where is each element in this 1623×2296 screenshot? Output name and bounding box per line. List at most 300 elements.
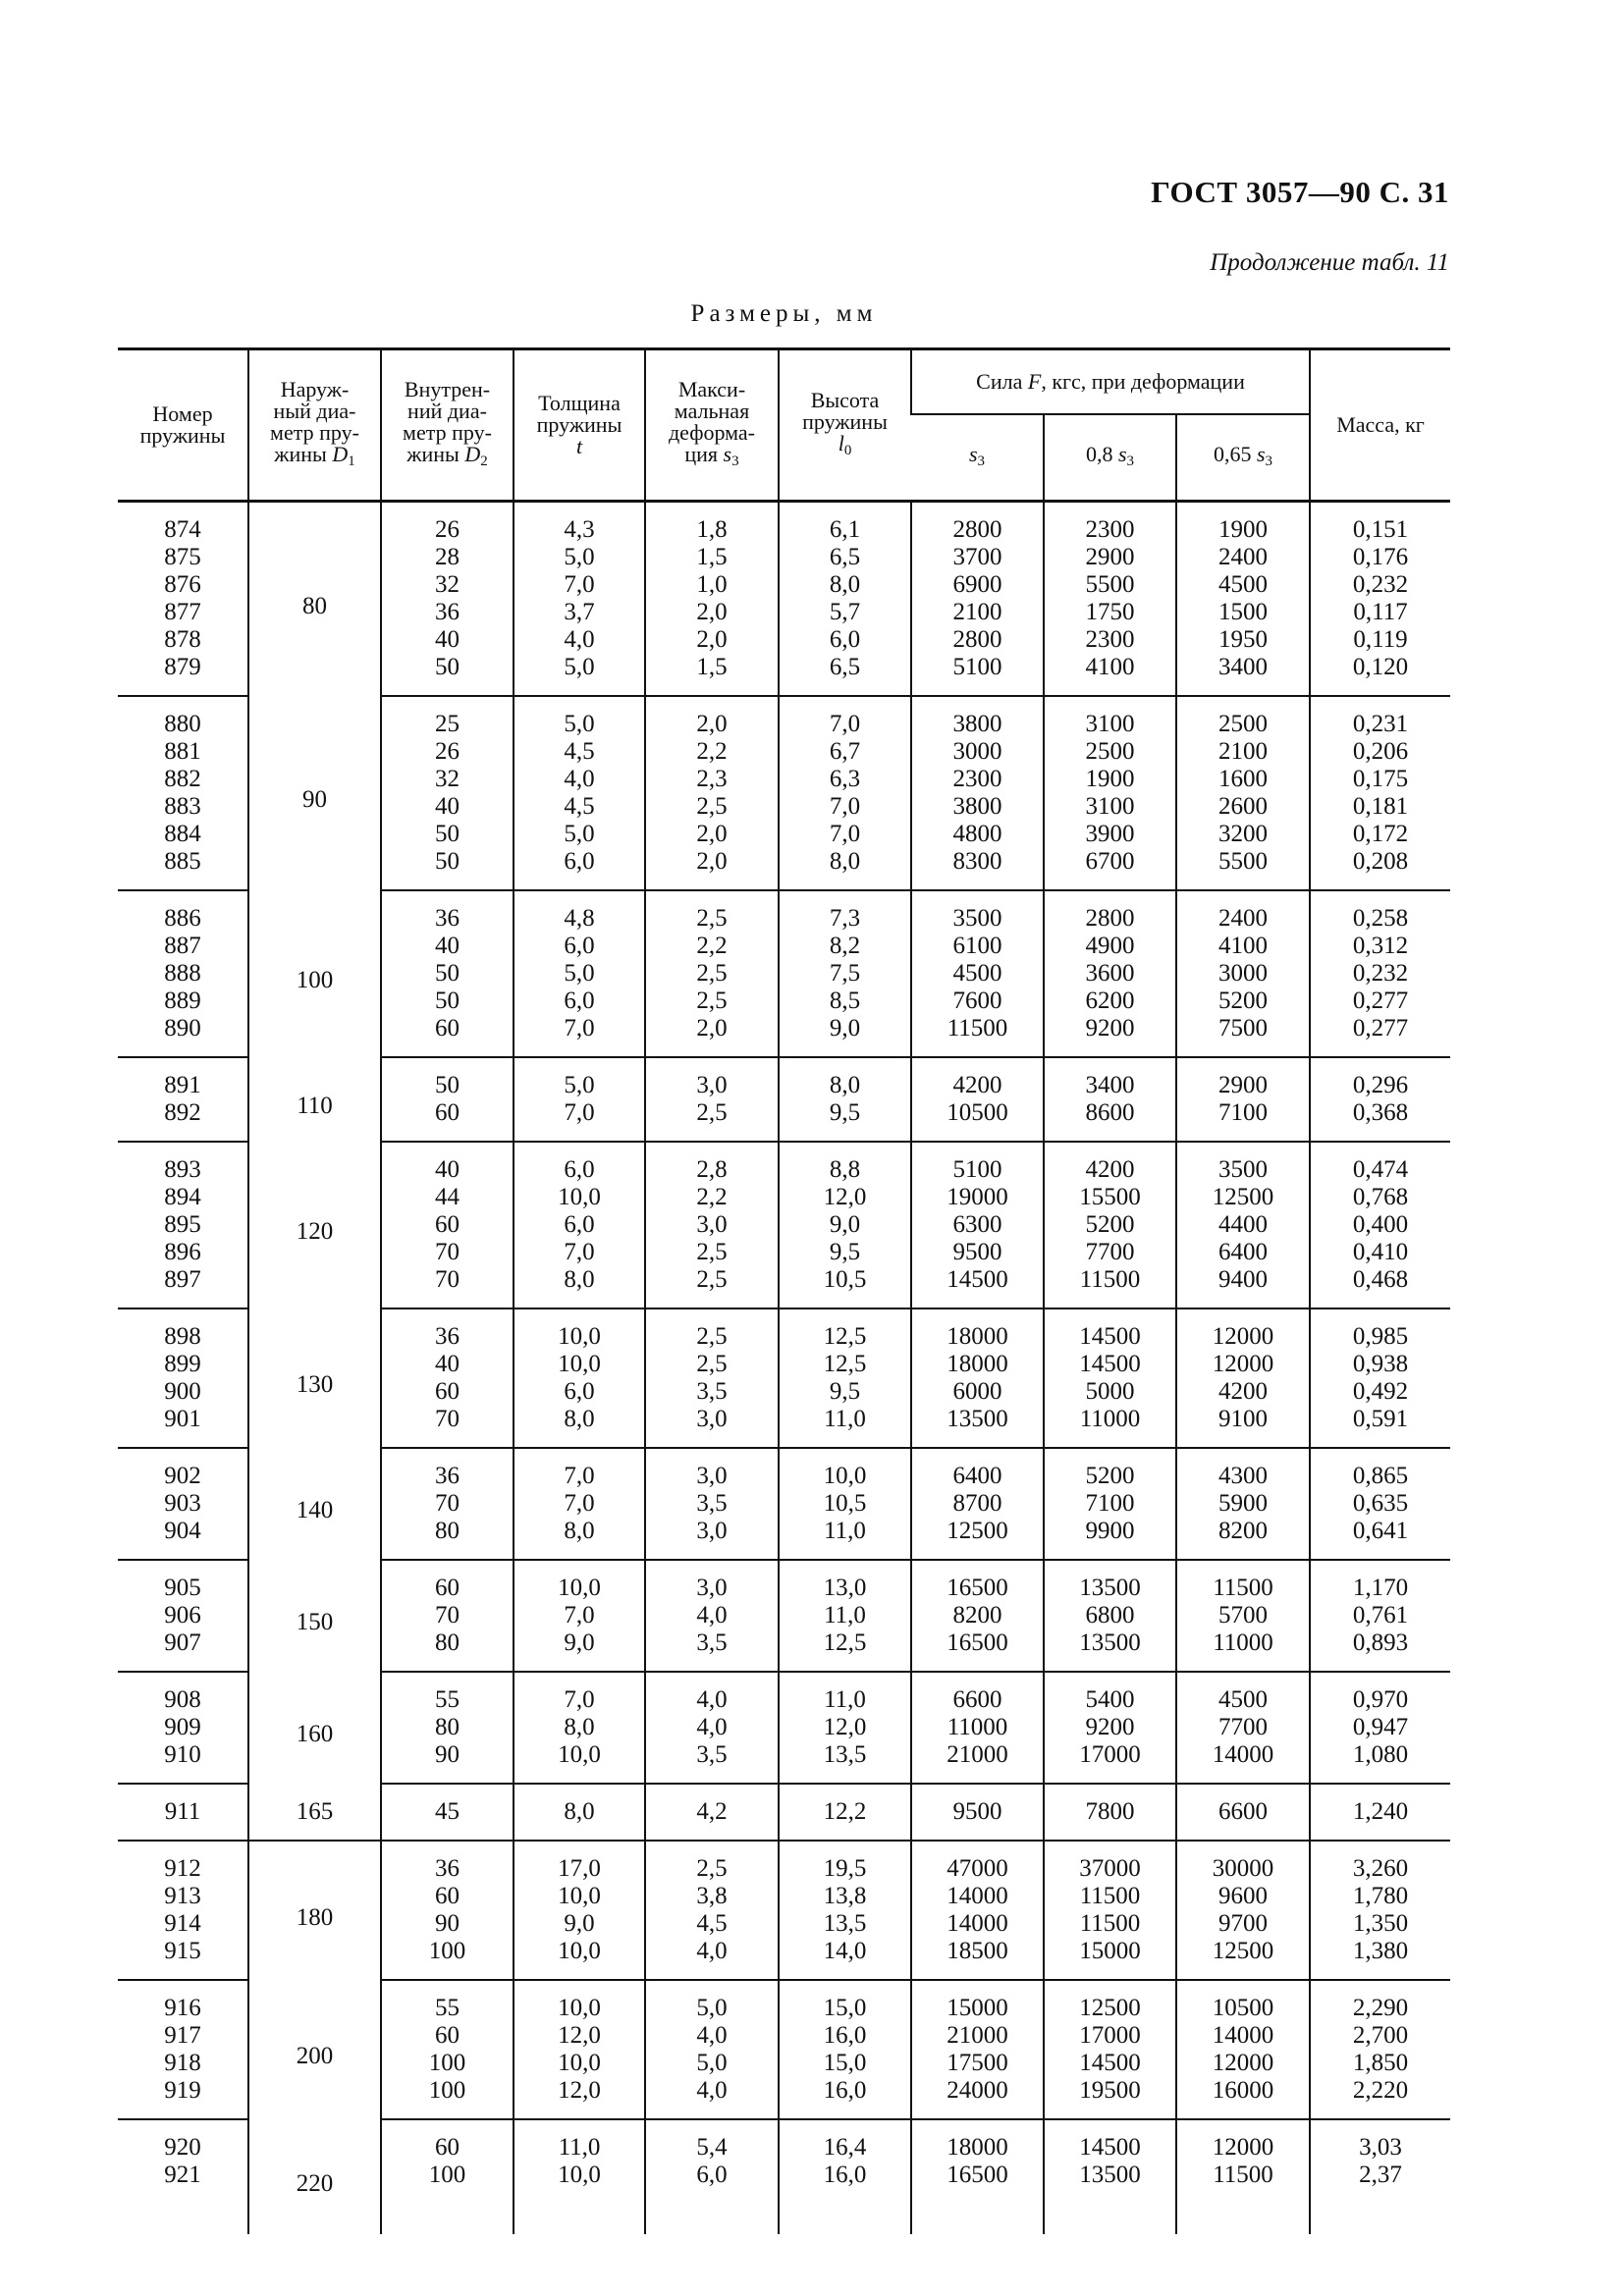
- force-065s3-cell: 2500: [1176, 696, 1310, 738]
- max-deformation-cell: 2,0: [645, 696, 779, 738]
- force-s3-cell: 18000: [911, 2119, 1044, 2162]
- inner-diameter-cell: 44: [381, 1184, 514, 1211]
- inner-diameter-cell: 100: [381, 1938, 514, 1980]
- force-s3-cell: 21000: [911, 1741, 1044, 1784]
- max-deformation-cell: 2,5: [645, 890, 779, 933]
- force-s3-cell: 3800: [911, 696, 1044, 738]
- mass-cell: 0,761: [1310, 1602, 1450, 1629]
- force-08s3-cell: 13500: [1044, 1629, 1176, 1672]
- mass-cell: 3,260: [1310, 1841, 1450, 1883]
- mass-cell: 1,350: [1310, 1910, 1450, 1938]
- force-065s3-cell: 2400: [1176, 544, 1310, 571]
- force-065s3-cell: 7100: [1176, 1099, 1310, 1142]
- force-s3-cell: 16500: [911, 1560, 1044, 1602]
- force-065s3-cell: 11500: [1176, 2162, 1310, 2234]
- height-cell: 7,0: [779, 696, 911, 738]
- force-08s3-cell: 11500: [1044, 1266, 1176, 1308]
- force-065s3-cell: 12000: [1176, 2050, 1310, 2077]
- springs-table: [118, 347, 1450, 2234]
- height-cell: 11,0: [779, 1602, 911, 1629]
- mass-cell: 0,410: [1310, 1239, 1450, 1266]
- inner-diameter-cell: 70: [381, 1406, 514, 1448]
- thickness-cell: 10,0: [514, 2050, 645, 2077]
- force-s3-cell: 21000: [911, 2022, 1044, 2050]
- table-row: [118, 2119, 1450, 2162]
- spring-number-cell: 911: [118, 1784, 248, 1841]
- inner-diameter-cell: 26: [381, 502, 514, 545]
- max-deformation-cell: 4,0: [645, 1714, 779, 1741]
- height-cell: 14,0: [779, 1938, 911, 1980]
- max-deformation-cell: 2,8: [645, 1142, 779, 1184]
- height-cell: 10,0: [779, 1448, 911, 1490]
- thickness-cell: 10,0: [514, 1184, 645, 1211]
- thickness-cell: 4,0: [514, 766, 645, 793]
- height-cell: 6,5: [779, 654, 911, 696]
- thickness-cell: 4,5: [514, 793, 645, 821]
- height-cell: 12,5: [779, 1308, 911, 1351]
- max-deformation-cell: 2,5: [645, 960, 779, 988]
- force-s3-cell: 2300: [911, 766, 1044, 793]
- mass-cell: 0,277: [1310, 988, 1450, 1015]
- force-08s3-cell: 7800: [1044, 1784, 1176, 1841]
- force-065s3-cell: 6400: [1176, 1239, 1310, 1266]
- force-s3-cell: 6100: [911, 933, 1044, 960]
- spring-number-cell: 916: [164, 1995, 201, 2021]
- spring-number-cell: 887: [164, 933, 201, 959]
- max-deformation-cell: 2,0: [645, 821, 779, 848]
- max-deformation-cell: 2,0: [645, 848, 779, 890]
- max-deformation-cell: 1,0: [645, 571, 779, 599]
- spring-number-cell: 896: [164, 1239, 201, 1265]
- inner-diameter-cell: 40: [381, 1142, 514, 1184]
- max-deformation-cell: 3,0: [645, 1211, 779, 1239]
- force-08s3-cell: 17000: [1044, 1741, 1176, 1784]
- spring-number-cell: 888: [164, 960, 201, 987]
- mass-cell: 0,865: [1310, 1448, 1450, 1490]
- col-height: Высота пружины $l_0$: [779, 349, 911, 502]
- force-08s3-cell: 11000: [1044, 1406, 1176, 1448]
- height-cell: 7,5: [779, 960, 911, 988]
- max-deformation-cell: 4,0: [645, 1672, 779, 1714]
- force-08s3-cell: 12500: [1044, 1980, 1176, 2022]
- outer-diameter-cell: 200: [248, 1980, 381, 2119]
- height-cell: 19,5: [779, 1841, 911, 1883]
- thickness-cell: 10,0: [514, 1980, 645, 2022]
- force-065s3-cell: 3500: [1176, 1142, 1310, 1184]
- max-deformation-cell: 5,4: [645, 2119, 779, 2162]
- mass-cell: 0,474: [1310, 1142, 1450, 1184]
- thickness-cell: 7,0: [514, 1602, 645, 1629]
- thickness-cell: 4,8: [514, 890, 645, 933]
- mass-cell: 0,277: [1310, 1015, 1450, 1057]
- force-s3-cell: 6400: [911, 1448, 1044, 1490]
- col-force-s3: $s_3$: [911, 414, 1044, 502]
- force-08s3-cell: 17000: [1044, 2022, 1176, 2050]
- thickness-cell: 8,0: [514, 1714, 645, 1741]
- force-065s3-cell: 7500: [1176, 1015, 1310, 1057]
- force-08s3-cell: 9900: [1044, 1518, 1176, 1560]
- force-08s3-cell: 5200: [1044, 1211, 1176, 1239]
- force-065s3-cell: 10500: [1176, 1980, 1310, 2022]
- spring-number-cell: 915: [118, 1938, 248, 1980]
- mass-cell: 0,172: [1310, 821, 1450, 848]
- force-08s3-cell: 7700: [1044, 1239, 1176, 1266]
- force-08s3-cell: 5200: [1044, 1448, 1176, 1490]
- inner-diameter-cell: 70: [381, 1266, 514, 1308]
- inner-diameter-cell: 36: [381, 1448, 514, 1490]
- thickness-cell: 7,0: [514, 1015, 645, 1057]
- spring-number-cell: 897: [118, 1266, 248, 1308]
- force-s3-cell: 5100: [911, 654, 1044, 696]
- force-s3-cell: 8700: [911, 1490, 1044, 1518]
- inner-diameter-cell: 32: [381, 766, 514, 793]
- outer-diameter-cell: 180: [248, 1841, 381, 1980]
- thickness-cell: 7,0: [514, 1239, 645, 1266]
- inner-diameter-cell: 50: [381, 654, 514, 696]
- height-cell: 6,3: [779, 766, 911, 793]
- force-08s3-cell: 3100: [1044, 793, 1176, 821]
- force-s3-cell: 10500: [911, 1099, 1044, 1142]
- height-cell: 15,0: [779, 2050, 911, 2077]
- force-08s3-cell: 9200: [1044, 1015, 1176, 1057]
- force-065s3-cell: 12500: [1176, 1184, 1310, 1211]
- spring-number-cell: 919: [118, 2077, 248, 2119]
- spring-number-cell: 908: [164, 1686, 201, 1713]
- force-s3-cell: 8200: [911, 1602, 1044, 1629]
- thickness-cell: 12,0: [514, 2077, 645, 2119]
- mass-cell: 0,893: [1310, 1629, 1450, 1672]
- spring-number-cell: 904: [118, 1518, 248, 1560]
- col-maxdef: Макси- мальная деформа- ция $s_3$: [645, 349, 779, 502]
- mass-cell: 0,591: [1310, 1406, 1450, 1448]
- mass-cell: 0,151: [1310, 502, 1450, 545]
- mass-cell: 1,240: [1310, 1784, 1450, 1841]
- spring-number-cell: 903: [164, 1490, 201, 1517]
- spring-number-cell: 876: [164, 571, 201, 598]
- mass-cell: 0,492: [1310, 1378, 1450, 1406]
- force-s3-cell: 4200: [911, 1057, 1044, 1099]
- thickness-cell: 6,0: [514, 933, 645, 960]
- inner-diameter-cell: 55: [381, 1980, 514, 2022]
- spring-number-cell: 883: [164, 793, 201, 820]
- force-065s3-cell: 1600: [1176, 766, 1310, 793]
- max-deformation-cell: 3,5: [645, 1378, 779, 1406]
- force-065s3-cell: 2900: [1176, 1057, 1310, 1099]
- height-cell: 10,5: [779, 1266, 911, 1308]
- height-cell: 12,5: [779, 1629, 911, 1672]
- thickness-cell: 10,0: [514, 2162, 645, 2234]
- force-s3-cell: 9500: [911, 1239, 1044, 1266]
- height-cell: 7,0: [779, 821, 911, 848]
- max-deformation-cell: 3,8: [645, 1883, 779, 1910]
- inner-diameter-cell: 60: [381, 1015, 514, 1057]
- thickness-cell: 4,3: [514, 502, 645, 545]
- force-s3-cell: 13500: [911, 1406, 1044, 1448]
- outer-diameter-cell: 90: [248, 696, 381, 890]
- force-s3-cell: 18500: [911, 1938, 1044, 1980]
- force-08s3-cell: 2800: [1044, 890, 1176, 933]
- col-force-group: Сила F, кгс, при деформации: [911, 349, 1310, 415]
- height-cell: 8,5: [779, 988, 911, 1015]
- force-s3-cell: 2800: [911, 626, 1044, 654]
- thickness-cell: 7,0: [514, 1448, 645, 1490]
- force-s3-cell: 17500: [911, 2050, 1044, 2077]
- col-thickness: Толщина пружины t: [514, 349, 645, 502]
- mass-cell: 0,400: [1310, 1211, 1450, 1239]
- spring-number-cell: 878: [164, 626, 201, 653]
- mass-cell: 3,03: [1310, 2119, 1450, 2162]
- max-deformation-cell: 3,5: [645, 1629, 779, 1672]
- spring-number-cell: 902: [164, 1463, 201, 1489]
- inner-diameter-cell: 50: [381, 1057, 514, 1099]
- thickness-cell: 8,0: [514, 1266, 645, 1308]
- force-08s3-cell: 1900: [1044, 766, 1176, 793]
- inner-diameter-cell: 60: [381, 2119, 514, 2162]
- force-08s3-cell: 3900: [1044, 821, 1176, 848]
- height-cell: 6,0: [779, 626, 911, 654]
- force-065s3-cell: 1950: [1176, 626, 1310, 654]
- thickness-cell: 10,0: [514, 1308, 645, 1351]
- force-s3-cell: 12500: [911, 1518, 1044, 1560]
- inner-diameter-cell: 26: [381, 738, 514, 766]
- force-08s3-cell: 15500: [1044, 1184, 1176, 1211]
- thickness-cell: 5,0: [514, 1057, 645, 1099]
- spring-number-cell: 885: [118, 848, 248, 890]
- mass-cell: 0,635: [1310, 1490, 1450, 1518]
- force-065s3-cell: 12000: [1176, 1308, 1310, 1351]
- inner-diameter-cell: 28: [381, 544, 514, 571]
- spring-number-cell: 890: [118, 1015, 248, 1057]
- mass-cell: 1,780: [1310, 1883, 1450, 1910]
- mass-cell: 0,176: [1310, 544, 1450, 571]
- force-s3-cell: 8300: [911, 848, 1044, 890]
- mass-cell: 0,468: [1310, 1266, 1450, 1308]
- force-s3-cell: 6600: [911, 1672, 1044, 1714]
- height-cell: 10,5: [779, 1490, 911, 1518]
- max-deformation-cell: 3,0: [645, 1518, 779, 1560]
- inner-diameter-cell: 70: [381, 1239, 514, 1266]
- force-08s3-cell: 2300: [1044, 502, 1176, 545]
- force-065s3-cell: 4500: [1176, 571, 1310, 599]
- max-deformation-cell: 3,5: [645, 1741, 779, 1784]
- spring-number-cell: 884: [164, 821, 201, 847]
- spring-number-cell: 894: [164, 1184, 201, 1210]
- outer-diameter-cell: 130: [248, 1308, 381, 1448]
- force-08s3-cell: 2500: [1044, 738, 1176, 766]
- spring-number-cell: 912: [164, 1855, 201, 1882]
- outer-diameter-cell: 150: [248, 1560, 381, 1672]
- height-cell: 13,8: [779, 1883, 911, 1910]
- inner-diameter-cell: 40: [381, 1351, 514, 1378]
- inner-diameter-cell: 80: [381, 1629, 514, 1672]
- force-08s3-cell: 11500: [1044, 1910, 1176, 1938]
- max-deformation-cell: 2,5: [645, 1099, 779, 1142]
- inner-diameter-cell: 60: [381, 1883, 514, 1910]
- max-deformation-cell: 2,3: [645, 766, 779, 793]
- height-cell: 8,2: [779, 933, 911, 960]
- max-deformation-cell: 2,5: [645, 1308, 779, 1351]
- thickness-cell: 8,0: [514, 1518, 645, 1560]
- max-deformation-cell: 2,5: [645, 988, 779, 1015]
- mass-cell: 0,208: [1310, 848, 1450, 890]
- max-deformation-cell: 2,5: [645, 1266, 779, 1308]
- force-08s3-cell: 5400: [1044, 1672, 1176, 1714]
- inner-diameter-cell: 40: [381, 626, 514, 654]
- height-cell: 9,0: [779, 1015, 911, 1057]
- force-08s3-cell: 3100: [1044, 696, 1176, 738]
- table-row: [118, 1308, 1450, 1351]
- inner-diameter-cell: 40: [381, 933, 514, 960]
- height-cell: 8,8: [779, 1142, 911, 1184]
- force-s3-cell: 47000: [911, 1841, 1044, 1883]
- height-cell: 12,0: [779, 1184, 911, 1211]
- thickness-cell: 11,0: [514, 2119, 645, 2162]
- force-08s3-cell: 3600: [1044, 960, 1176, 988]
- inner-diameter-cell: 36: [381, 1308, 514, 1351]
- mass-cell: 0,938: [1310, 1351, 1450, 1378]
- height-cell: 16,4: [779, 2119, 911, 2162]
- height-cell: 13,5: [779, 1910, 911, 1938]
- height-cell: 6,7: [779, 738, 911, 766]
- force-065s3-cell: 5500: [1176, 848, 1310, 890]
- force-08s3-cell: 11500: [1044, 1883, 1176, 1910]
- inner-diameter-cell: 40: [381, 793, 514, 821]
- force-s3-cell: 15000: [911, 1980, 1044, 2022]
- height-cell: 12,2: [779, 1784, 911, 1841]
- spring-number-cell: 879: [118, 654, 248, 696]
- mass-cell: 1,850: [1310, 2050, 1450, 2077]
- spring-number-cell: 893: [164, 1156, 201, 1183]
- mass-cell: 0,312: [1310, 933, 1450, 960]
- force-08s3-cell: 6200: [1044, 988, 1176, 1015]
- spring-number-cell: 899: [164, 1351, 201, 1377]
- thickness-cell: 10,0: [514, 1741, 645, 1784]
- inner-diameter-cell: 50: [381, 960, 514, 988]
- inner-diameter-cell: 36: [381, 599, 514, 626]
- spring-number-cell: 892: [118, 1099, 248, 1142]
- col-force-065s3: 0,65 $s_3$: [1176, 414, 1310, 502]
- mass-cell: 0,232: [1310, 571, 1450, 599]
- mass-cell: 0,768: [1310, 1184, 1450, 1211]
- table-row: [118, 1142, 1450, 1184]
- force-065s3-cell: 11000: [1176, 1629, 1310, 1672]
- max-deformation-cell: 2,2: [645, 933, 779, 960]
- table-header: [118, 349, 1450, 502]
- force-s3-cell: 19000: [911, 1184, 1044, 1211]
- max-deformation-cell: 5,0: [645, 1980, 779, 2022]
- inner-diameter-cell: 70: [381, 1490, 514, 1518]
- spring-number-cell: 881: [164, 738, 201, 765]
- spring-number-cell: 905: [164, 1575, 201, 1601]
- max-deformation-cell: 2,5: [645, 793, 779, 821]
- inner-diameter-cell: 100: [381, 2162, 514, 2234]
- document-header: ГОСТ 3057—90 С. 31: [1151, 175, 1449, 209]
- force-08s3-cell: 5000: [1044, 1378, 1176, 1406]
- force-08s3-cell: 4100: [1044, 654, 1176, 696]
- max-deformation-cell: 2,5: [645, 1239, 779, 1266]
- height-cell: 9,0: [779, 1211, 911, 1239]
- force-s3-cell: 4800: [911, 821, 1044, 848]
- force-s3-cell: 16500: [911, 2162, 1044, 2234]
- thickness-cell: 5,0: [514, 654, 645, 696]
- mass-cell: 2,290: [1310, 1980, 1450, 2022]
- spring-number-cell: 891: [164, 1072, 201, 1098]
- force-065s3-cell: 12000: [1176, 1351, 1310, 1378]
- spring-number-cell: 918: [164, 2050, 201, 2076]
- force-08s3-cell: 14500: [1044, 2050, 1176, 2077]
- force-s3-cell: 11000: [911, 1714, 1044, 1741]
- force-065s3-cell: 9700: [1176, 1910, 1310, 1938]
- force-s3-cell: 6300: [911, 1211, 1044, 1239]
- inner-diameter-cell: 90: [381, 1741, 514, 1784]
- spring-number-cell: 898: [164, 1323, 201, 1350]
- inner-diameter-cell: 60: [381, 1560, 514, 1602]
- inner-diameter-cell: 25: [381, 696, 514, 738]
- inner-diameter-cell: 50: [381, 988, 514, 1015]
- force-s3-cell: 14000: [911, 1910, 1044, 1938]
- height-cell: 8,0: [779, 571, 911, 599]
- spring-number-cell: 907: [118, 1629, 248, 1672]
- height-cell: 7,3: [779, 890, 911, 933]
- max-deformation-cell: 5,0: [645, 2050, 779, 2077]
- table-row: [118, 890, 1450, 933]
- force-s3-cell: 18000: [911, 1308, 1044, 1351]
- force-s3-cell: 6000: [911, 1378, 1044, 1406]
- height-cell: 9,5: [779, 1378, 911, 1406]
- force-065s3-cell: 2400: [1176, 890, 1310, 933]
- inner-diameter-cell: 36: [381, 1841, 514, 1883]
- spring-number-cell: 901: [118, 1406, 248, 1448]
- force-08s3-cell: 7100: [1044, 1490, 1176, 1518]
- max-deformation-cell: 4,0: [645, 2022, 779, 2050]
- force-065s3-cell: 5900: [1176, 1490, 1310, 1518]
- force-065s3-cell: 2600: [1176, 793, 1310, 821]
- max-deformation-cell: 1,5: [645, 654, 779, 696]
- mass-cell: 1,380: [1310, 1938, 1450, 1980]
- spring-number-cell: 909: [164, 1714, 201, 1740]
- max-deformation-cell: 4,5: [645, 1910, 779, 1938]
- height-cell: 16,0: [779, 2077, 911, 2119]
- force-s3-cell: 2100: [911, 599, 1044, 626]
- spring-number-cell: 913: [164, 1883, 201, 1909]
- thickness-cell: 9,0: [514, 1629, 645, 1672]
- col-d1: Наруж- ный диа- метр пру- жины $D_1$: [248, 349, 381, 502]
- force-065s3-cell: 4400: [1176, 1211, 1310, 1239]
- mass-cell: 0,947: [1310, 1714, 1450, 1741]
- units-caption: Размеры, мм: [690, 300, 878, 327]
- force-s3-cell: 3500: [911, 890, 1044, 933]
- mass-cell: 1,170: [1310, 1560, 1450, 1602]
- spring-number-cell: 889: [164, 988, 201, 1014]
- thickness-cell: 4,0: [514, 626, 645, 654]
- mass-cell: 0,231: [1310, 696, 1450, 738]
- force-s3-cell: 4500: [911, 960, 1044, 988]
- force-s3-cell: 2800: [911, 502, 1044, 545]
- spring-number-cell: 886: [164, 905, 201, 932]
- thickness-cell: 6,0: [514, 1378, 645, 1406]
- thickness-cell: 5,0: [514, 960, 645, 988]
- force-08s3-cell: 19500: [1044, 2077, 1176, 2119]
- force-s3-cell: 7600: [911, 988, 1044, 1015]
- mass-cell: 2,220: [1310, 2077, 1450, 2119]
- force-065s3-cell: 16000: [1176, 2077, 1310, 2119]
- inner-diameter-cell: 36: [381, 890, 514, 933]
- max-deformation-cell: 4,0: [645, 1602, 779, 1629]
- max-deformation-cell: 6,0: [645, 2162, 779, 2234]
- force-08s3-cell: 1750: [1044, 599, 1176, 626]
- force-s3-cell: 16500: [911, 1629, 1044, 1672]
- inner-diameter-cell: 90: [381, 1910, 514, 1938]
